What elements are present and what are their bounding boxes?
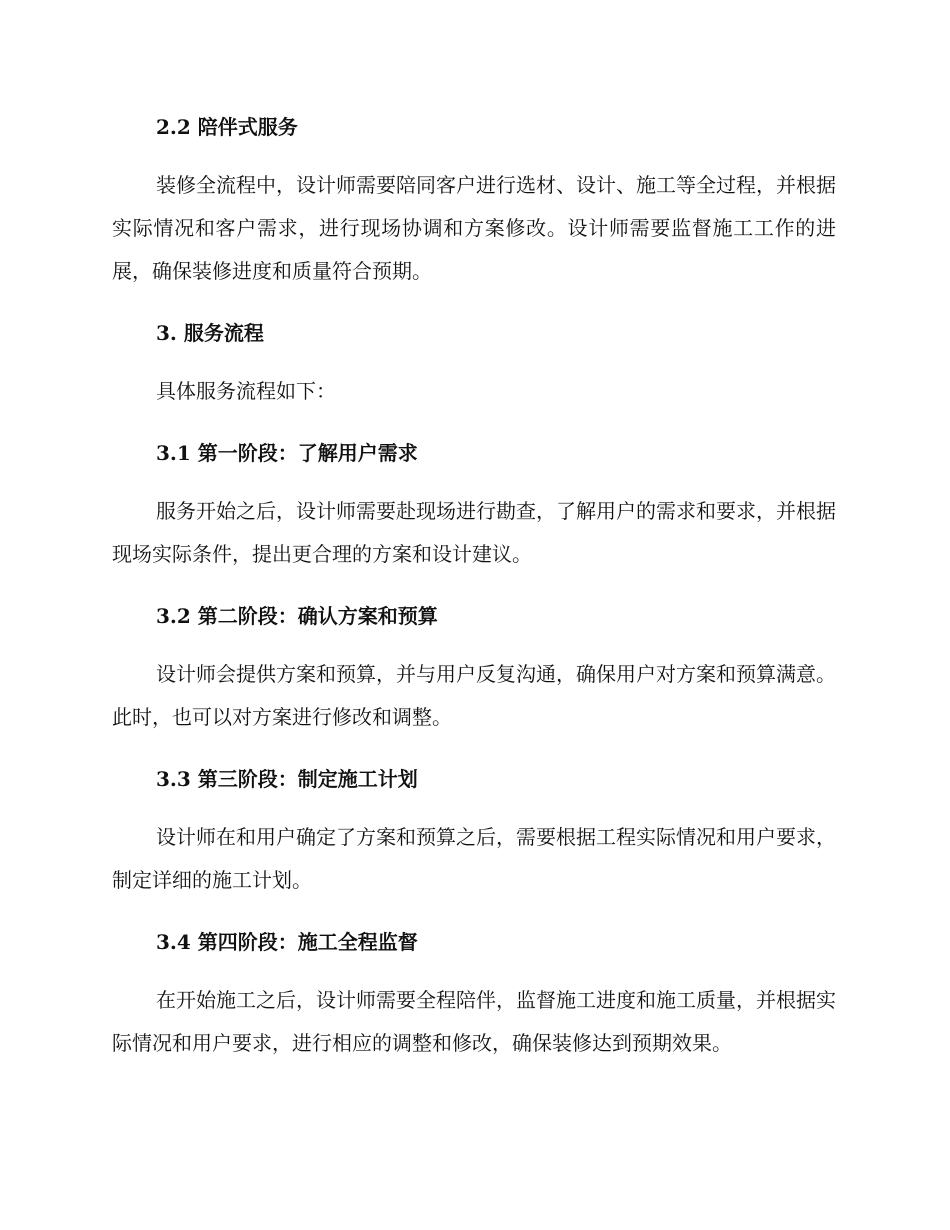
section-heading-3: 3. 服务流程 [156,321,264,345]
section-heading-3-2: 3.2 第二阶段：确认方案和预算 [156,604,438,628]
document-content [112,112,836,1065]
section-body-3-1: 服务开始之后，设计师需要赴现场进行勘查，了解用户的需求和要求，并根据现场实际条件，提出更合理的方案和设计建议。 [112,499,836,566]
section-body-2-2: 装修全流程中，设计师需要陪同客户进行选材、设计、施工等全过程，并根据实际情况和客户需求，进行现场协调和方案修改。设计师需要监督施工工作的进展，确保装修进度和质量符合预期。 [112,173,836,283]
section-heading-2-2: 2.2 陪伴式服务 [156,115,298,139]
section-body-3-4: 在开始施工之后，设计师需要全程陪伴，监督施工进度和施工质量，并根据实际情况和用户要求，进行相应的调整和修改，确保装修达到预期效果。 [112,988,836,1055]
section-heading-3-1: 3.1 第一阶段：了解用户需求 [156,441,418,465]
section-body-3-2: 设计师会提供方案和预算，并与用户反复沟通，确保用户对方案和预算满意。此时，也可以对方案进行修改和调整。 [112,662,836,729]
section-body-3-3: 设计师在和用户确定了方案和预算之后，需要根据工程实际情况和用户要求，制定详细的施工计划。 [112,825,836,892]
section-heading-3-4: 3.4 第四阶段：施工全程监督 [156,930,418,954]
section-heading-3-3: 3.3 第三阶段：制定施工计划 [156,767,418,791]
section-body-3: 具体服务流程如下： [156,379,336,403]
